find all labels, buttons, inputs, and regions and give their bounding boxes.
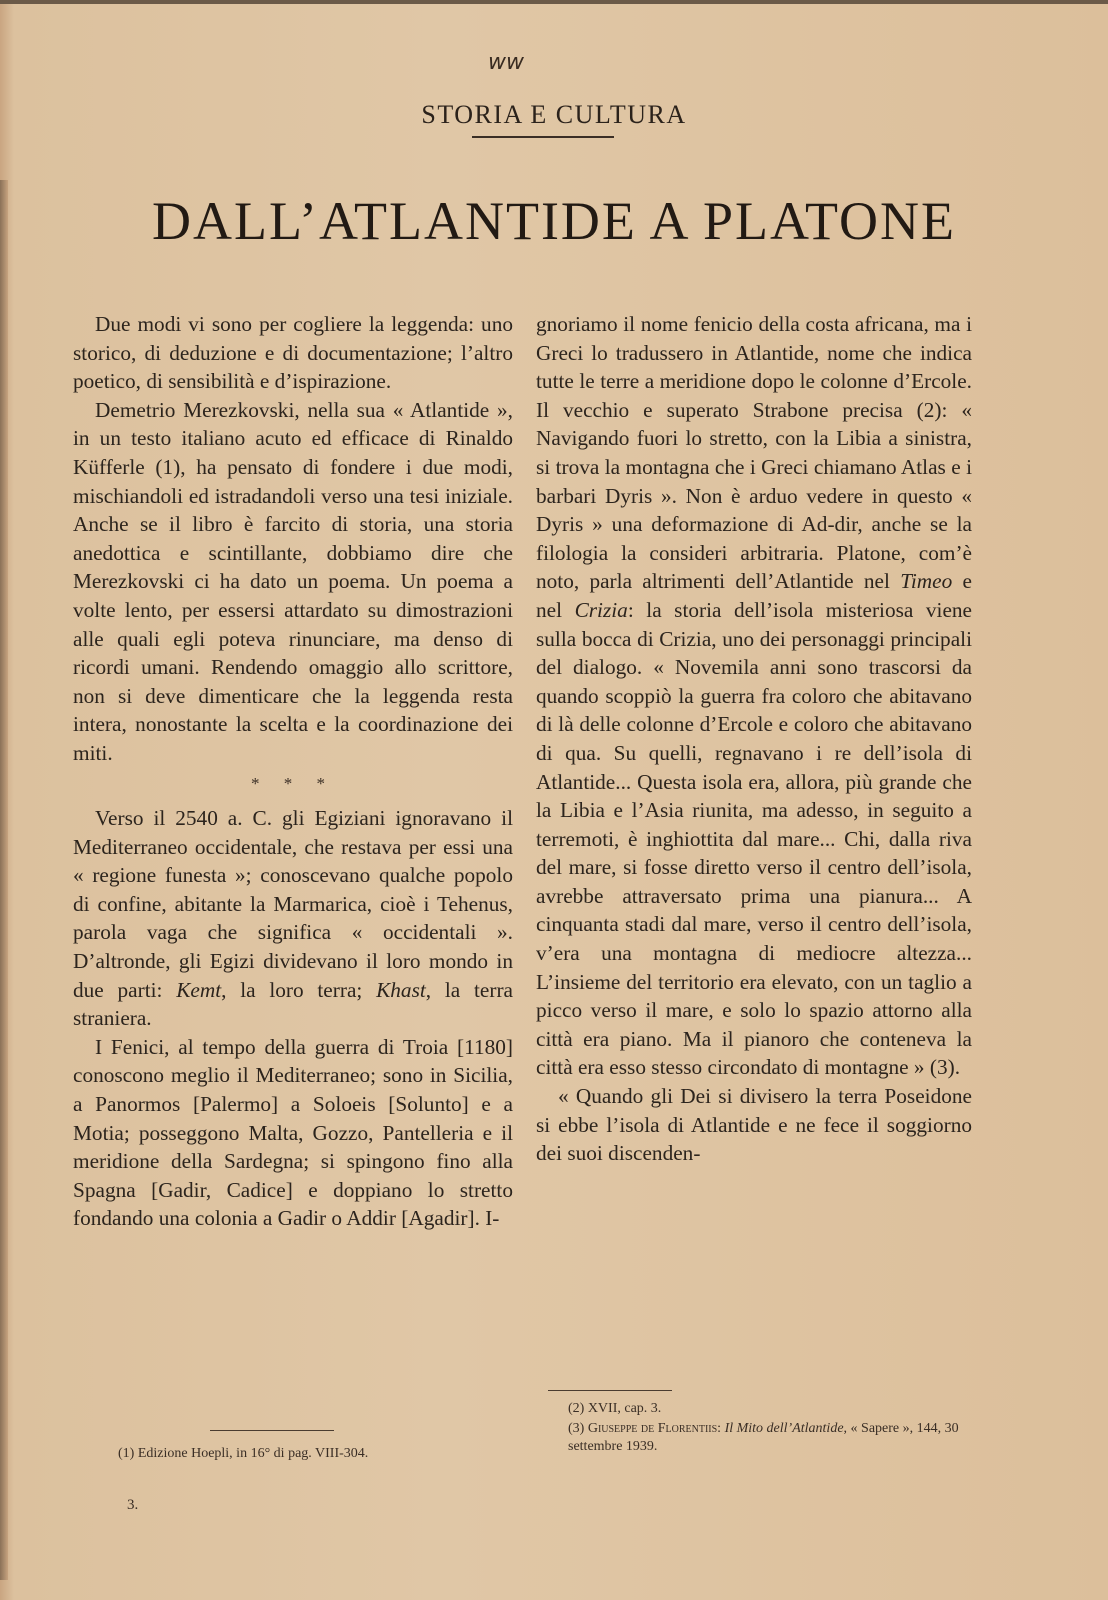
section-separator: * * * (251, 773, 335, 793)
page-top-edge (0, 0, 1108, 4)
section-rule (472, 136, 614, 138)
paragraph: Due modi vi sono per cogliere la leggenda: uno storico, di deduzione e di documentazione; l’altro poetico, di sensibilità e d’ispirazione. (73, 312, 513, 394)
paragraph: « Quando gli Dei si divisero la terra Poseidone si ebbe l’isola di Atlantide e ne fece il soggiorno dei suoi discenden- (536, 1084, 972, 1166)
page-number: 3. (127, 1497, 139, 1513)
paragraph: I Fenici, al tempo della guerra di Troia [1180] conoscono meglio il Mediterraneo; sono in Sicilia, a Panormos [Palermo] a Soloeis [Solunto] e a Motia; posseggono Malta, Gozzo, Pantelleria e il meridione della Sardegna; si spingono fino alla Spagna [Gadir, Cadice] e doppiano lo stretto fondando una colonia a Gadir o Addir [Agadir]. I- (73, 1034, 513, 1231)
footnote-3: (3) Giuseppe de Florentiis: Il Mito dell’Atlantide, « Sapere », 144, 30 settembre 1939. (568, 1421, 959, 1454)
footnote-1: (1) Edizione Hoepli, in 16° di pag. VIII-304. (118, 1446, 369, 1461)
handwritten-mark: ww (488, 50, 524, 75)
paragraph: Demetrio Merezkovski, nella sua « Atlantide », in un testo italiano acuto ed efficace di Rinaldo Küfferle (1), ha pensato di fondere i due modi, mischiandoli ed istradandoli verso una tesi iniziale. Anche se il libro è farcito di storia, una storia anedottica e scintillante, dobbiamo dire che Merezkovski ci ha dato un poema. Un poema a volte lento, per essersi attardato su dimostrazioni alle quali egli poteva rinunciare, ma denso di ricordi umani. Rendendo omaggio allo scrittore, non si deve dimenticare che la leggenda resta intera, nonostante la scelta e la coordinazione dei miti. (73, 397, 513, 765)
left-column (73, 310, 513, 1233)
right-column (536, 310, 972, 1168)
footnote-rule-right (548, 1390, 672, 1391)
binding-edge (0, 180, 8, 1580)
section-heading: STORIA E CULTURA (421, 100, 687, 129)
footnote-2: (2) XVII, cap. 3. (568, 1401, 662, 1416)
paragraph: gnoriamo il nome fenicio della costa africana, ma i Greci lo tradussero in Atlantide, nome che indica tutte le terre a meridione dopo le colonne d’Ercole. Il vecchio e superato Strabone precisa (2): « Navigando fuori lo stretto, con la Libia a sinistra, si trova la montagna che i Greci chiamano Atlas e i barbari Dyris ». Non è arduo vedere in questo « Dyris » una deformazione di Ad-dir, anche se la filologia la consideri arbitraria. Platone, com’è noto, parla altrimenti dell’Atlantide nel Timeo e nel Crizia: la storia dell’isola misteriosa viene sulla bocca di Crizia, uno dei personaggi principali del dialogo. « Novemila anni sono trascorsi da quando scoppiò la guerra fra coloro che abitavano di là delle colonne d’Ercole e coloro che abitavano di qua. Su quelli, regnavano i re dell’isola di Atlantide... Questa isola era, allora, più grande che la Libia e l’Asia riunita, ma adesso, in seguito a terremoti, è inghiottita dal mare... Chi, dalla riva del mare, si fosse diretto verso il centro dell’isola, avrebbe attraversato prima una pianura... A cinquanta stadi dal mare, verso il centro dell’isola, v’era una montagna di mediocre altezza... L’insieme del territorio era elevato, con un taglio a picco verso il mare, e solo lo spazio attorno alla città era piano. Ma il pianoro che conteneva la città era esso stesso circondato di montagne » (3). (536, 312, 972, 1080)
article-title: DALL’ATLANTIDE A PLATONE (152, 191, 956, 251)
paragraph: Verso il 2540 a. C. gli Egiziani ignoravano il Mediterraneo occidentale, che restava per essi una « regione funesta »; conoscevano qualche popolo di confine, abitante la Marmarica, cioè i Tehenus, parola vaga che significa « occidentali ». D’altronde, gli Egizi dividevano il loro mondo in due parti: Kemt, la loro terra; Khast, la terra straniera. (73, 806, 513, 1031)
footnote-rule-left (210, 1430, 334, 1431)
